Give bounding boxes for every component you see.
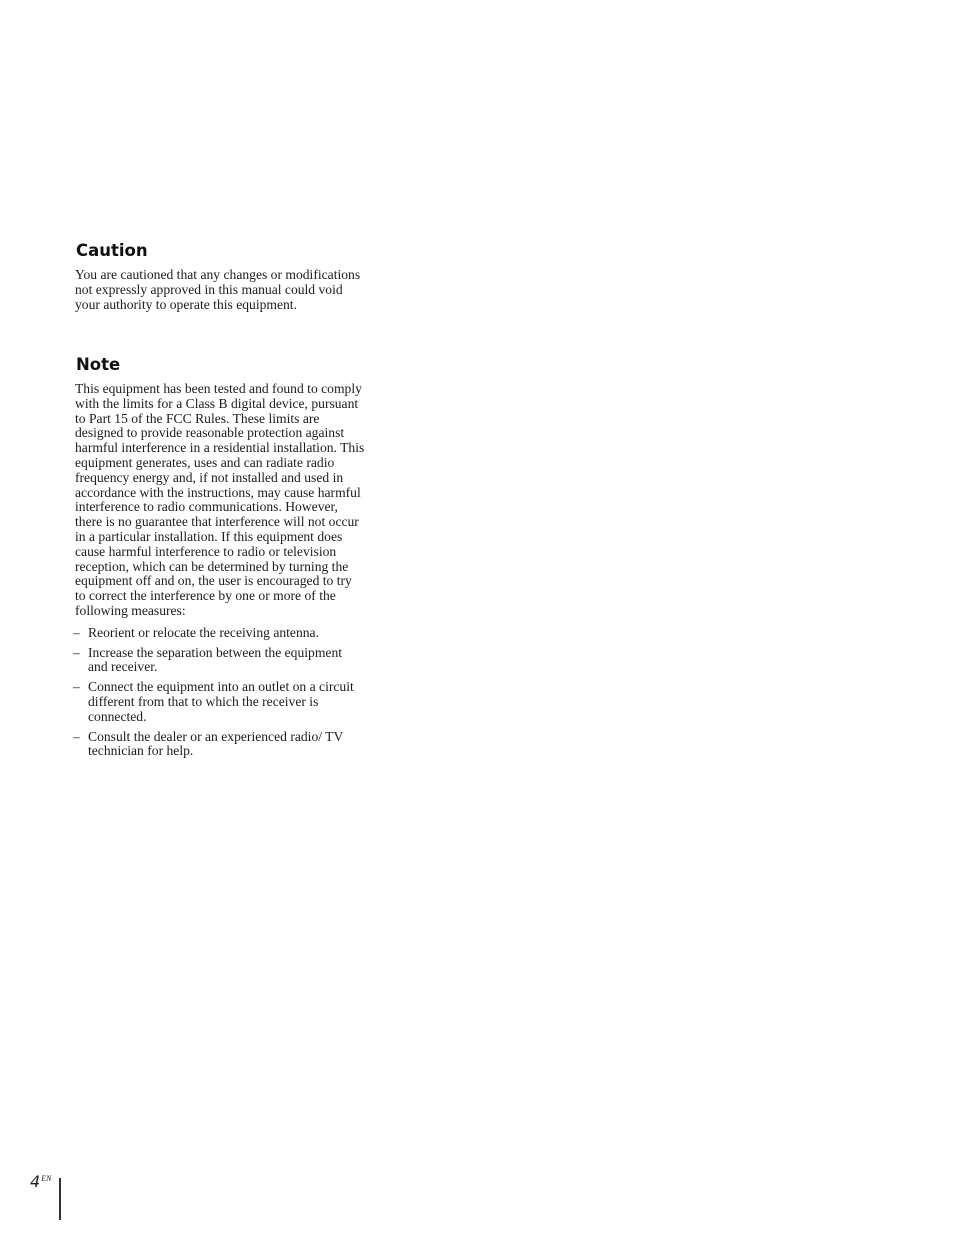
note-text: This equipment has been tested and found to comply with the limits for a Class B digital device, pursuant to Part 15 of the FCC Rules. These limits are designed to provide reasonable protection against harmful interference in a residential installation. This equipment generates, uses and can radiate radio frequency energy and, if not installed and used in accordance with the instructions, may cause harmful interference to radio communications. However, there is no guarantee that interference will not occur in a particular installation. If this equipment does cause harmful interference to radio or television reception, which can be determined by turning the equipment off and on, the user is encouraged to try to correct the interference by one or more of the following measures: bbox=[75, 381, 365, 618]
dash-bullet: – bbox=[73, 728, 80, 744]
measure-text: Increase the separation between the equipment and receiver. bbox=[88, 644, 343, 675]
page-margin-rule bbox=[59, 1178, 61, 1220]
measures-list bbox=[75, 626, 365, 759]
note-heading: Note bbox=[76, 355, 121, 374]
note-section bbox=[75, 355, 365, 764]
caution-heading: Caution bbox=[76, 241, 148, 260]
measure-text: Reorient or relocate the receiving antenna. bbox=[88, 624, 319, 640]
list-item bbox=[75, 680, 365, 724]
measure-text: Connect the equipment into an outlet on a circuit different from that to which the receiver is connected. bbox=[88, 679, 354, 724]
list-item bbox=[75, 626, 365, 641]
caution-text: You are cautioned that any changes or modifications not expressly approved in this manual could void your authority to operate this equipment. bbox=[75, 267, 361, 312]
dash-bullet: – bbox=[73, 644, 80, 660]
measure-text: Consult the dealer or an experienced radio/ TV technician for help. bbox=[88, 728, 344, 759]
dash-bullet: – bbox=[73, 624, 80, 640]
page-number: 4 bbox=[30, 1172, 41, 1191]
page-footer bbox=[30, 1172, 51, 1192]
list-item bbox=[75, 646, 365, 676]
caution-section bbox=[75, 241, 365, 312]
list-item bbox=[75, 730, 365, 760]
page-number-suffix: EN bbox=[41, 1173, 52, 1183]
dash-bullet: – bbox=[73, 679, 80, 695]
